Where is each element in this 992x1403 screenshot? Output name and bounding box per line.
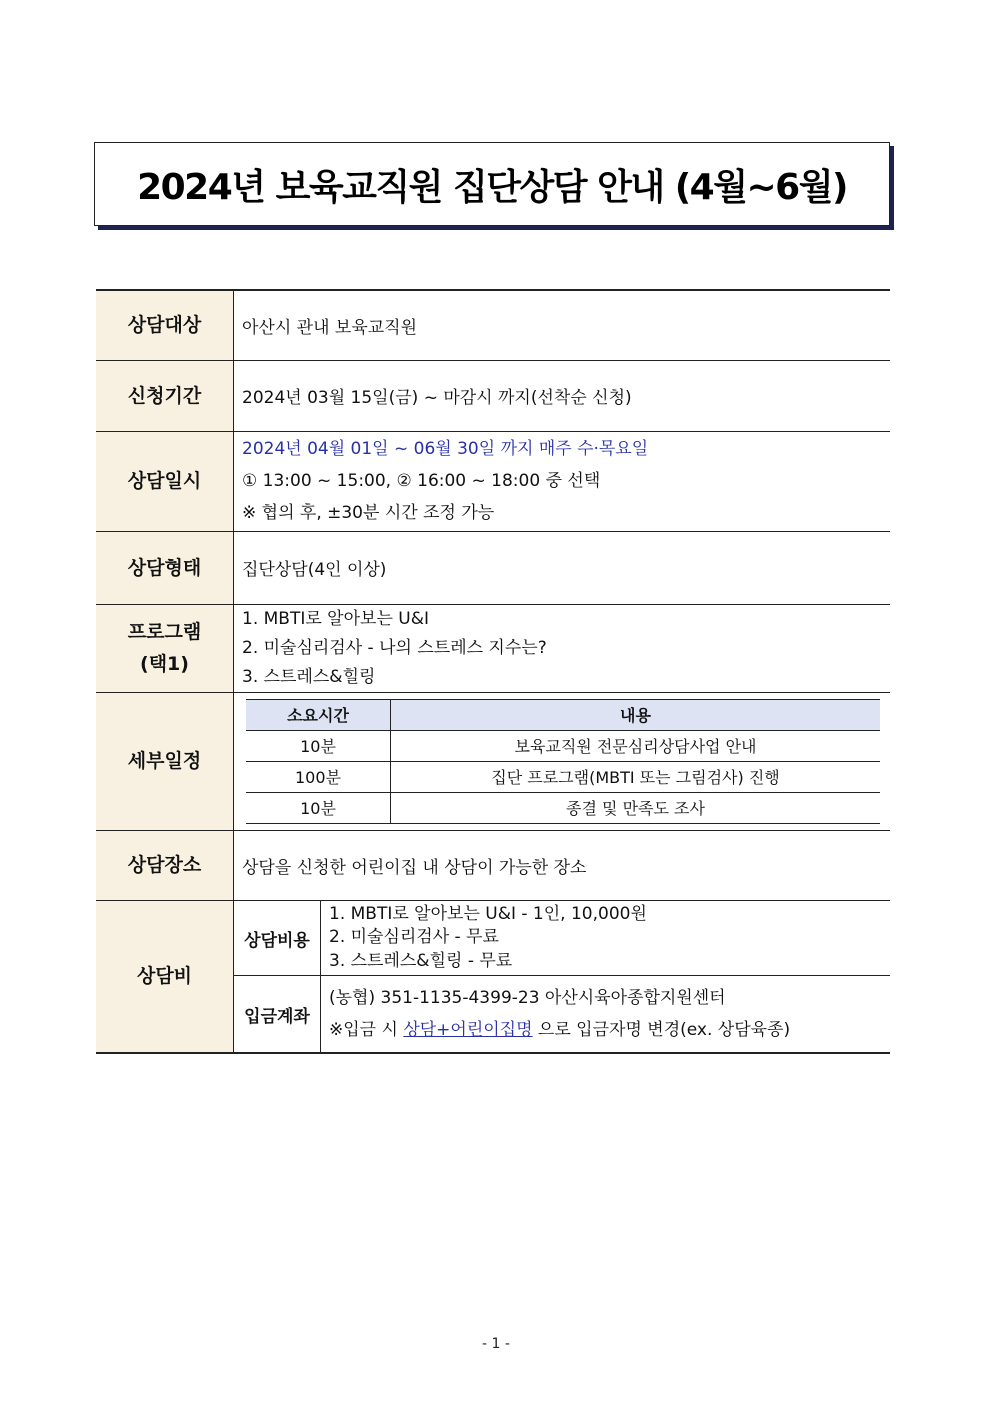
row-fee xyxy=(96,900,890,1053)
deposit-name-highlight: 상담+어린이집명 xyxy=(403,1020,533,1040)
info-table xyxy=(96,289,890,1054)
value-program xyxy=(234,604,891,692)
page-number: - 1 - xyxy=(482,1336,510,1352)
row-period xyxy=(96,360,890,431)
label-target: 상담대상 xyxy=(96,290,234,360)
fee-table xyxy=(234,901,890,1052)
schedule-header-content: 내용 xyxy=(391,699,881,730)
table-row xyxy=(246,730,880,761)
label-program xyxy=(96,604,234,692)
value-cost xyxy=(321,901,891,976)
label-period: 신청기간 xyxy=(96,360,234,431)
schedule-table xyxy=(246,699,880,824)
label-program-line2: (택1) xyxy=(140,653,189,675)
program-item: 2. 미술심리검사 - 나의 스트레스 지수는? xyxy=(242,637,547,658)
value-period: 2024년 03월 15일(금) ~ 마감시 까지(선착순 신청) xyxy=(234,360,891,431)
label-cost: 상담비용 xyxy=(234,901,321,976)
row-program xyxy=(96,604,890,692)
row-schedule xyxy=(96,692,890,830)
label-account: 입금계좌 xyxy=(234,976,321,1052)
cost-item: 1. MBTI로 알아보는 U&I - 1인, 10,000원 xyxy=(329,903,647,924)
schedule-header-row xyxy=(246,699,880,730)
row-format xyxy=(96,531,890,604)
account-number: (농협) 351-1135-4399-23 아산시육아종합지원센터 xyxy=(329,988,726,1008)
row-datetime xyxy=(96,431,890,531)
value-datetime xyxy=(234,431,891,531)
deposit-note-suffix: 으로 입금자명 변경(ex. 상담육종) xyxy=(532,1020,791,1040)
datetime-note: ※ 협의 후, ±30분 시간 조정 가능 xyxy=(242,503,495,523)
label-program-line1: 프로그램 xyxy=(127,621,202,643)
row-place xyxy=(96,830,890,900)
datetime-slots: ① 13:00 ~ 15:00, ② 16:00 ~ 18:00 중 선택 xyxy=(242,471,601,491)
value-schedule xyxy=(234,692,891,830)
schedule-time: 100분 xyxy=(246,761,391,792)
cost-item: 2. 미술심리검사 - 무료 xyxy=(329,927,499,948)
program-item: 3. 스트레스&힐링 xyxy=(242,666,376,687)
label-datetime: 상담일시 xyxy=(96,431,234,531)
schedule-content: 집단 프로그램(MBTI 또는 그림검사) 진행 xyxy=(391,761,881,792)
label-fee: 상담비 xyxy=(96,900,234,1053)
value-fee xyxy=(234,900,891,1053)
label-place: 상담장소 xyxy=(96,830,234,900)
schedule-time: 10분 xyxy=(246,792,391,823)
deposit-note-prefix: ※입금 시 xyxy=(329,1020,404,1040)
schedule-content: 종결 및 만족도 조사 xyxy=(391,792,881,823)
program-item: 1. MBTI로 알아보는 U&I xyxy=(242,608,429,629)
value-account xyxy=(321,976,891,1052)
title-box xyxy=(94,142,890,226)
page-title: 2024년 보육교직원 집단상담 안내 (4월~6월) xyxy=(137,166,847,208)
fee-cost-row xyxy=(234,901,890,976)
label-schedule: 세부일정 xyxy=(96,692,234,830)
value-format: 집단상담(4인 이상) xyxy=(234,531,891,604)
schedule-header-time: 소요시간 xyxy=(246,699,391,730)
row-target xyxy=(96,290,890,360)
value-place: 상담을 신청한 어린이집 내 상담이 가능한 장소 xyxy=(234,830,891,900)
value-target: 아산시 관내 보육교직원 xyxy=(234,290,891,360)
table-row xyxy=(246,792,880,823)
schedule-time: 10분 xyxy=(246,730,391,761)
deposit-note xyxy=(329,1014,890,1046)
datetime-range: 2024년 04월 01일 ~ 06월 30일 까지 매주 수·목요일 xyxy=(242,439,649,459)
schedule-content: 보육교직원 전문심리상담사업 안내 xyxy=(391,730,881,761)
label-format: 상담형태 xyxy=(96,531,234,604)
fee-account-row xyxy=(234,976,890,1052)
cost-item: 3. 스트레스&힐링 - 무료 xyxy=(329,950,513,971)
table-row xyxy=(246,761,880,792)
